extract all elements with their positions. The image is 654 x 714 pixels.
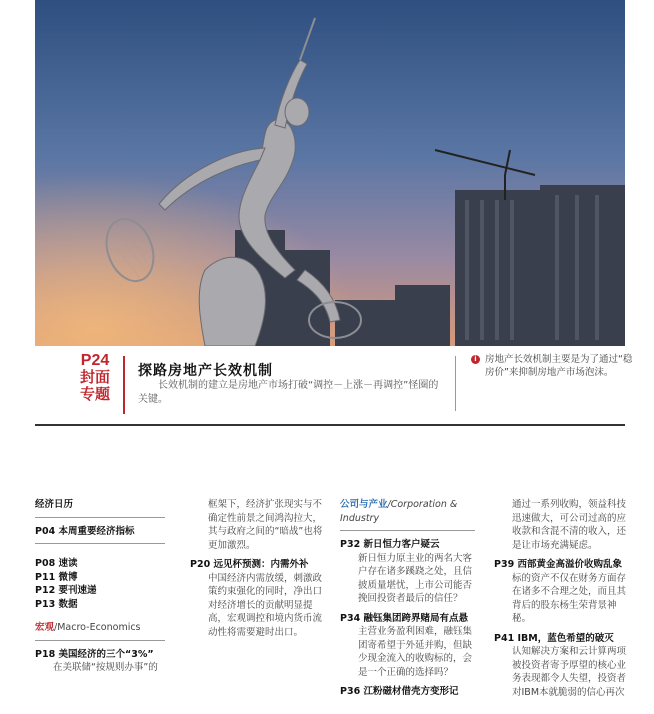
info-icon: i (471, 355, 480, 364)
toc-entry-p32[interactable]: P32 新日恒力客户疑云 (340, 539, 440, 550)
toc-entry-p34-summary: 主营业务盈利困难，融钰集团寄希望于外延并购，但缺少现金流入的收购标的，会是一个正确的选择吗？ (358, 626, 473, 678)
cover-label-1: 封面 (79, 368, 110, 386)
toc-entry-p39[interactable]: P39 西部黄金高溢价收购乱象 (494, 559, 622, 570)
toc-column-1 (35, 498, 165, 675)
cover-subtitle: 长效机制的建立是房地产市场打破“调控－上涨－再调控”怪圈的关键。 (138, 380, 439, 405)
toc-entry-p20[interactable]: P20 远见杯预测：内需外补 (190, 559, 309, 570)
toc-entry-p08[interactable]: P08 速读 (35, 558, 78, 569)
toc-entry-p04[interactable]: P04 本周重要经济指标 (35, 525, 135, 537)
toc-entry-p18-summary: 在美联储“按规则办事”的 (53, 662, 158, 673)
toc-entry-p41-summary: 认知解决方案和云计算两项被投资者寄予厚望的核心业务表现都令人失望，投资者对IBM本就脆弱的信心再次 (512, 646, 627, 698)
toc-column-4 (494, 498, 626, 699)
section-corporation (340, 498, 475, 525)
toc-entry-p41[interactable]: P41 IBM，蓝色希望的破灭 (494, 632, 614, 644)
toc-entry-p11[interactable]: P11 微博 (35, 571, 78, 583)
toc-entry-p34[interactable]: P34 融钰集团跨界赌局有点悬 (340, 612, 468, 624)
toc-column-2 (190, 498, 330, 639)
column-rule (340, 530, 475, 531)
photo-caption: 房地产长效机制主要是为了通过“稳房价”来抑制房地产市场泡沫。 (485, 354, 633, 378)
cover-title[interactable]: 探路房地产长效机制 (138, 363, 273, 379)
grey-divider (455, 356, 456, 411)
section-corporation-cn: 公司与产业 (340, 499, 388, 510)
section-macro-en: /Macro-Economics (54, 622, 141, 633)
cover-page-badge (75, 352, 115, 403)
toc-entry-p36-summary: 通过一系列收购，领益科技迅速做大，可公司过高的应收款和含混不清的收入，还是让市场充满疑虑。 (512, 499, 627, 551)
toc-entry-p36[interactable]: P36 江粉磁材借壳方变形记 (340, 686, 459, 697)
toc-entry-p32-summary: 新日恒力原主业的两名大客户存在诸多蹊跷之处，且信披质量堪忧，上市公司能否挽回投资者最后的信任？ (358, 552, 473, 604)
toc-entry-p20-summary: 中国经济内需放缓，刺激政策约束强化的同时，净出口对经济增长的贡献明显提高，宏观调控和境内货币流动性将需要避时出口。 (208, 572, 323, 638)
toc-entry-p18[interactable]: P18 美国经济的三个“3%” (35, 648, 154, 660)
toc-column-3 (340, 498, 475, 699)
toc-entry-p39-summary: 标的资产不仅在财务方面存在诸多不合理之处，而且其背后的股东杨生荣背景神秘。 (512, 572, 627, 624)
red-divider (123, 356, 125, 414)
cover-page-number[interactable]: P24 (80, 352, 110, 369)
section-divider (35, 424, 625, 426)
section-macro (35, 621, 165, 635)
column-rule (35, 543, 165, 544)
cover-story (35, 346, 633, 416)
column-rule (35, 517, 165, 518)
cover-photo (35, 0, 625, 346)
toc-entry-p13[interactable]: P13 数据 (35, 598, 78, 610)
toc-entry-p18-continued: 框架下，经济扩张现实与不确定性前景之间鸿沟拉大，其与政府之间的“暗战”也将更加激烈。 (208, 499, 323, 551)
cover-label-2: 专题 (79, 385, 110, 403)
toc-entry-p12[interactable]: P12 要刊速递 (35, 585, 97, 596)
column-rule (35, 640, 165, 641)
section-corporation-en: /Corporation & Industry (340, 499, 458, 524)
section-economic-calendar: 经济日历 (35, 499, 74, 510)
section-macro-cn: 宏观 (35, 622, 55, 633)
